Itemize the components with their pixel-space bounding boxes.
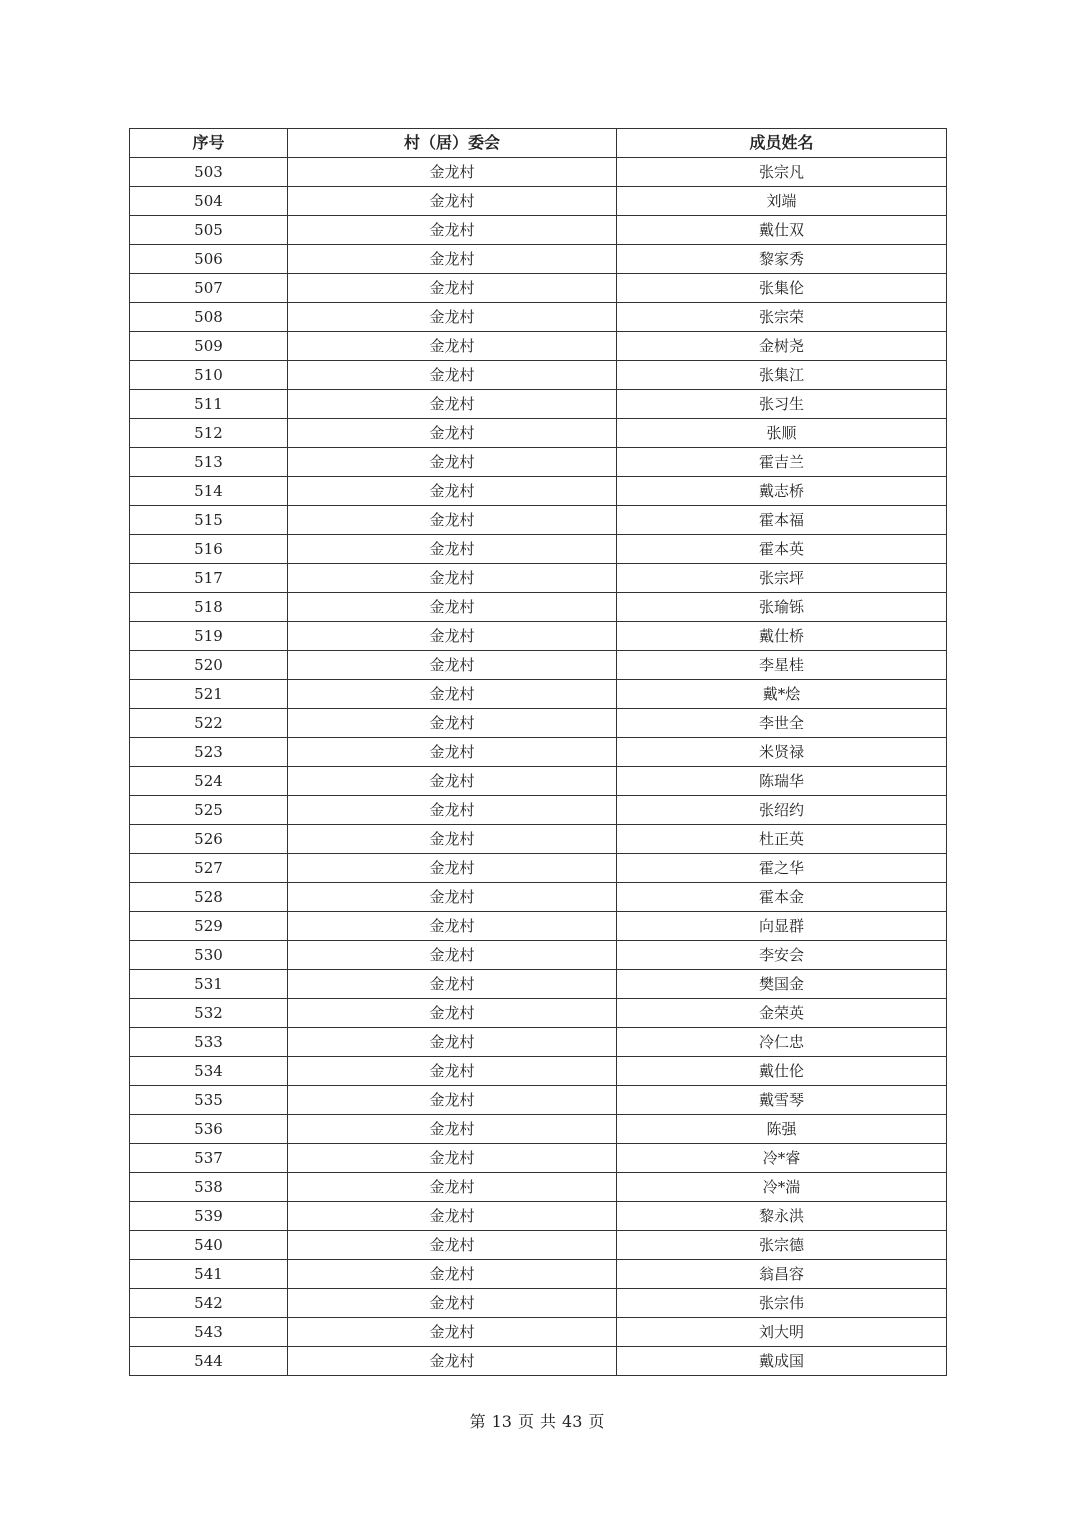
cell-committee: 金龙村 [288,912,617,941]
cell-committee: 金龙村 [288,1347,617,1376]
cell-index: 527 [130,854,288,883]
cell-committee: 金龙村 [288,274,617,303]
cell-committee: 金龙村 [288,332,617,361]
cell-committee: 金龙村 [288,187,617,216]
cell-member-name: 米贤禄 [617,738,947,767]
cell-member-name: 霍本金 [617,883,947,912]
table-row [130,1231,947,1260]
table-row [130,506,947,535]
cell-index: 512 [130,419,288,448]
cell-committee: 金龙村 [288,680,617,709]
header-committee: 村（居）委会 [288,129,617,158]
cell-member-name: 霍吉兰 [617,448,947,477]
cell-committee: 金龙村 [288,622,617,651]
table-row [130,1144,947,1173]
table-row [130,448,947,477]
cell-committee: 金龙村 [288,1057,617,1086]
cell-member-name: 霍之华 [617,854,947,883]
table-row [130,274,947,303]
table-row [130,1173,947,1202]
table-row [130,854,947,883]
cell-index: 541 [130,1260,288,1289]
cell-member-name: 冷*湍 [617,1173,947,1202]
cell-committee: 金龙村 [288,564,617,593]
cell-member-name: 刘大明 [617,1318,947,1347]
cell-member-name: 戴雪琴 [617,1086,947,1115]
cell-committee: 金龙村 [288,883,617,912]
cell-index: 523 [130,738,288,767]
cell-index: 532 [130,999,288,1028]
cell-index: 542 [130,1289,288,1318]
cell-member-name: 霍本福 [617,506,947,535]
page-prefix: 第 [469,1412,486,1431]
cell-index: 513 [130,448,288,477]
cell-committee: 金龙村 [288,535,617,564]
cell-index: 536 [130,1115,288,1144]
cell-index: 518 [130,593,288,622]
cell-committee: 金龙村 [288,651,617,680]
table-row [130,332,947,361]
cell-index: 520 [130,651,288,680]
member-table [129,128,947,1376]
cell-member-name: 樊国金 [617,970,947,999]
cell-committee: 金龙村 [288,767,617,796]
cell-member-name: 陈强 [617,1115,947,1144]
table-row [130,738,947,767]
table-row [130,622,947,651]
cell-member-name: 戴仕双 [617,216,947,245]
cell-member-name: 张宗坪 [617,564,947,593]
cell-member-name: 刘端 [617,187,947,216]
cell-committee: 金龙村 [288,419,617,448]
cell-member-name: 李安会 [617,941,947,970]
cell-index: 506 [130,245,288,274]
table-row [130,361,947,390]
table-row [130,419,947,448]
cell-member-name: 冷仁忠 [617,1028,947,1057]
cell-member-name: 戴仕桥 [617,622,947,651]
cell-member-name: 张宗伟 [617,1289,947,1318]
total-unit: 页 [588,1412,605,1431]
cell-committee: 金龙村 [288,999,617,1028]
table-row [130,912,947,941]
cell-committee: 金龙村 [288,1086,617,1115]
cell-index: 519 [130,622,288,651]
cell-member-name: 戴志桥 [617,477,947,506]
cell-index: 540 [130,1231,288,1260]
cell-index: 528 [130,883,288,912]
cell-index: 521 [130,680,288,709]
cell-committee: 金龙村 [288,796,617,825]
table-row [130,767,947,796]
cell-committee: 金龙村 [288,477,617,506]
cell-member-name: 金荣英 [617,999,947,1028]
table-row [130,1115,947,1144]
cell-committee: 金龙村 [288,390,617,419]
table-row [130,796,947,825]
page-footer [0,1409,1074,1432]
cell-index: 515 [130,506,288,535]
cell-member-name: 张宗荣 [617,303,947,332]
cell-member-name: 张集江 [617,361,947,390]
table-body [130,158,947,1376]
cell-index: 524 [130,767,288,796]
cell-committee: 金龙村 [288,361,617,390]
cell-committee: 金龙村 [288,738,617,767]
cell-committee: 金龙村 [288,448,617,477]
cell-committee: 金龙村 [288,970,617,999]
cell-committee: 金龙村 [288,1173,617,1202]
cell-index: 544 [130,1347,288,1376]
cell-index: 543 [130,1318,288,1347]
table-row [130,1086,947,1115]
table-row [130,245,947,274]
table-row [130,477,947,506]
cell-member-name: 陈瑞华 [617,767,947,796]
total-prefix: 共 [540,1412,557,1431]
cell-member-name: 戴仕伦 [617,1057,947,1086]
cell-index: 530 [130,941,288,970]
cell-committee: 金龙村 [288,1289,617,1318]
cell-index: 510 [130,361,288,390]
cell-index: 526 [130,825,288,854]
cell-member-name: 张瑜铄 [617,593,947,622]
cell-index: 511 [130,390,288,419]
table-row [130,651,947,680]
cell-committee: 金龙村 [288,1028,617,1057]
table-row [130,158,947,187]
cell-index: 516 [130,535,288,564]
header-member-name: 成员姓名 [617,129,947,158]
table-row [130,564,947,593]
table-row [130,709,947,738]
table-row [130,825,947,854]
cell-committee: 金龙村 [288,216,617,245]
cell-member-name: 向显群 [617,912,947,941]
table-row [130,390,947,419]
table-row [130,303,947,332]
table-row [130,1202,947,1231]
cell-index: 534 [130,1057,288,1086]
cell-index: 509 [130,332,288,361]
cell-index: 531 [130,970,288,999]
cell-committee: 金龙村 [288,245,617,274]
table-row [130,1057,947,1086]
cell-index: 505 [130,216,288,245]
page-total: 43 [562,1412,583,1431]
cell-committee: 金龙村 [288,854,617,883]
cell-member-name: 张宗凡 [617,158,947,187]
cell-committee: 金龙村 [288,825,617,854]
cell-index: 508 [130,303,288,332]
cell-member-name: 金树尧 [617,332,947,361]
cell-index: 539 [130,1202,288,1231]
table-row [130,970,947,999]
cell-committee: 金龙村 [288,506,617,535]
cell-member-name: 张绍约 [617,796,947,825]
cell-member-name: 翁昌容 [617,1260,947,1289]
cell-index: 517 [130,564,288,593]
cell-committee: 金龙村 [288,1202,617,1231]
table-row [130,1028,947,1057]
cell-member-name: 黎永洪 [617,1202,947,1231]
cell-member-name: 杜正英 [617,825,947,854]
cell-committee: 金龙村 [288,1318,617,1347]
cell-index: 533 [130,1028,288,1057]
cell-member-name: 张顺 [617,419,947,448]
cell-committee: 金龙村 [288,709,617,738]
cell-member-name: 张集伦 [617,274,947,303]
table-row [130,216,947,245]
table-row [130,187,947,216]
table-row [130,1289,947,1318]
table-row [130,999,947,1028]
cell-index: 514 [130,477,288,506]
cell-member-name: 霍本英 [617,535,947,564]
cell-index: 522 [130,709,288,738]
cell-member-name: 张习生 [617,390,947,419]
page-current: 13 [491,1412,512,1431]
table-row [130,883,947,912]
cell-committee: 金龙村 [288,1231,617,1260]
cell-index: 504 [130,187,288,216]
cell-index: 535 [130,1086,288,1115]
cell-committee: 金龙村 [288,158,617,187]
cell-member-name: 黎家秀 [617,245,947,274]
cell-index: 537 [130,1144,288,1173]
page-unit: 页 [517,1412,534,1431]
cell-index: 538 [130,1173,288,1202]
cell-index: 529 [130,912,288,941]
cell-committee: 金龙村 [288,1260,617,1289]
header-index: 序号 [130,129,288,158]
cell-index: 525 [130,796,288,825]
cell-member-name: 戴*烩 [617,680,947,709]
table-row [130,1260,947,1289]
cell-committee: 金龙村 [288,1144,617,1173]
cell-member-name: 张宗德 [617,1231,947,1260]
table-row [130,535,947,564]
cell-committee: 金龙村 [288,303,617,332]
cell-committee: 金龙村 [288,1115,617,1144]
table-row [130,941,947,970]
cell-committee: 金龙村 [288,593,617,622]
header-row [130,129,947,158]
table-row [130,1318,947,1347]
table-row [130,680,947,709]
cell-index: 503 [130,158,288,187]
cell-member-name: 李星桂 [617,651,947,680]
cell-member-name: 冷*睿 [617,1144,947,1173]
table-row [130,593,947,622]
cell-index: 507 [130,274,288,303]
cell-member-name: 戴成国 [617,1347,947,1376]
table-row [130,1347,947,1376]
cell-member-name: 李世全 [617,709,947,738]
cell-committee: 金龙村 [288,941,617,970]
